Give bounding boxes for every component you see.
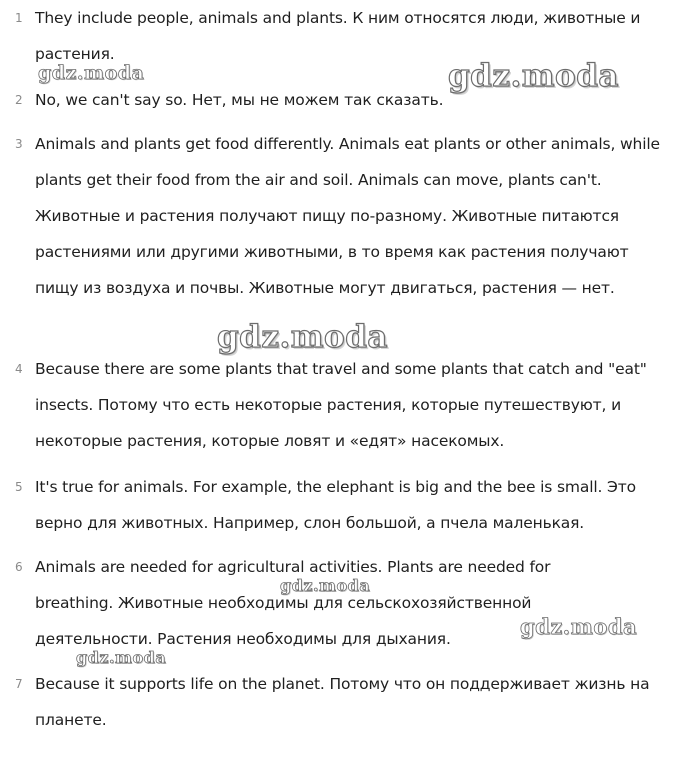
watermark: gdz.moda <box>520 614 638 639</box>
answer-number: 4 <box>15 362 23 376</box>
answer-text: No, we can't say so. Нет, мы не можем так сказать. <box>35 91 444 109</box>
watermark: gdz.moda <box>76 648 167 667</box>
answer-number: 3 <box>15 137 23 151</box>
answer-number: 6 <box>15 560 23 574</box>
answer-text: Animals are needed for agricultural activities. Plants are needed for breathing. Животные необходимы для сельскохозяйственной деятельности. Растения необходимы для дыхания. <box>35 558 551 648</box>
answer-text: Animals and plants get food differently. Animals eat plants or other animals, while plants get their food from the air and soil. Animals can move, plants can't. Животные и растения получают пищу по-разному. Животные питаются растениями или другими животными, в то время как растения получают пищу из воздуха и почвы. Животные могут двигаться, растения — нет. <box>35 135 660 297</box>
answer-text: It's true for animals. For example, the elephant is big and the bee is small. Это верно для животных. Например, слон большой, а пчела маленькая. <box>35 478 636 532</box>
answer-text: Because there are some plants that travel and some plants that catch and "eat" insects. Потому что есть некоторые растения, которые путешествуют, и некоторые растения, которые ловят и «едят» насекомых. <box>35 360 647 450</box>
answer-text: Because it supports life on the planet. Потому что он поддерживает жизнь на планете. <box>35 675 650 729</box>
watermark: gdz.moda <box>217 319 388 355</box>
answer-number: 7 <box>15 677 23 691</box>
watermark: gdz.moda <box>448 58 619 94</box>
watermark: gdz.moda <box>38 62 145 84</box>
answer-number: 1 <box>15 11 23 25</box>
answer-number: 5 <box>15 480 23 494</box>
answer-number: 2 <box>15 93 23 107</box>
answer-text: They include people, animals and plants. К ним относятся люди, животные и растения. <box>35 9 641 63</box>
watermark: gdz.moda <box>280 576 371 595</box>
